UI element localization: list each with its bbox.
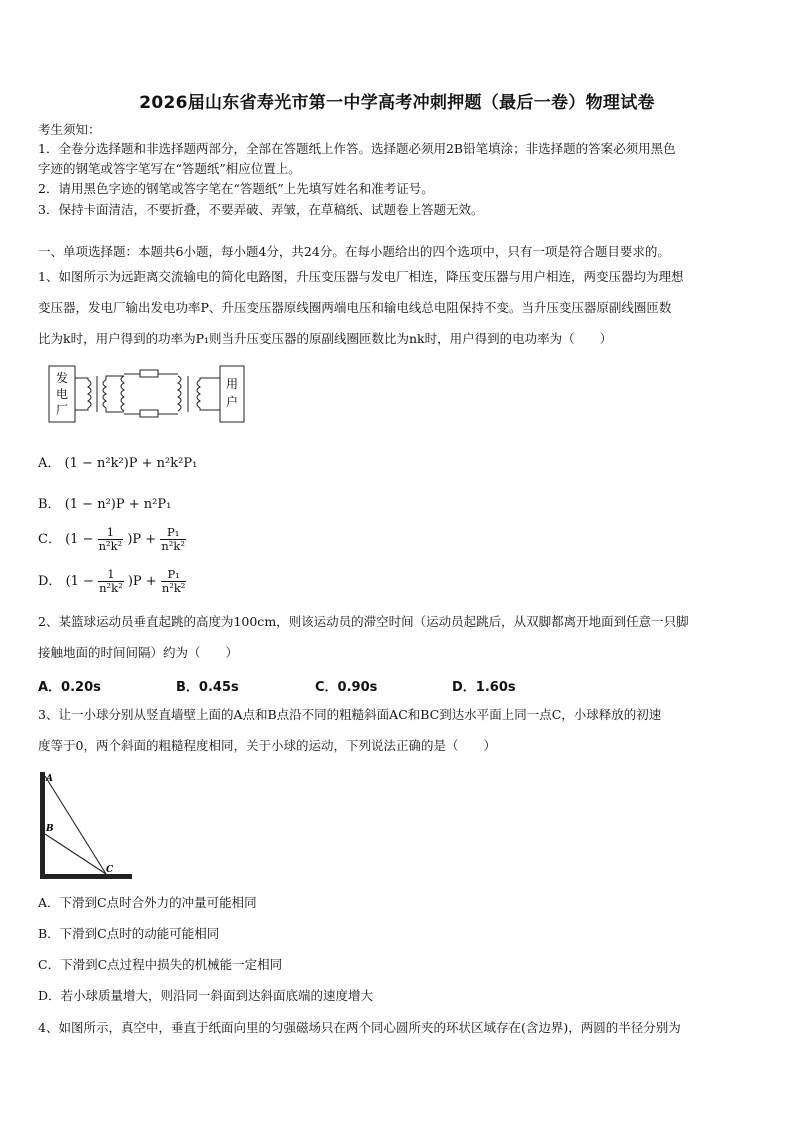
q1-option-d-label: D．	[38, 574, 62, 589]
q1-option-d[interactable]	[38, 568, 186, 595]
q1-text-line2: 变压器，发电厂输出发电功率P、升压变压器原线圈两端电压和输电线总电阻保持不变。当升压变压器原副线圈匝数	[38, 300, 672, 315]
notice-item-3: 3．保持卡面清洁，不要折叠，不要弄破、弄皱，在草稿纸、试题卷上答题无效。	[38, 202, 484, 217]
q1-option-c-pre: (1 −	[65, 532, 98, 547]
q1-box-right-char-1: 用	[225, 377, 239, 391]
q3-option-c[interactable]: C．下滑到C点过程中损失的机械能一定相同	[38, 957, 283, 972]
q2-option-d[interactable]: D．1.60s	[452, 680, 516, 695]
q1-option-b-expr: (1 − n²)P + n²P₁	[64, 497, 172, 512]
q1-option-d-frac2-den: n²k²	[161, 581, 186, 595]
q1-option-c-frac1-den: n²k²	[98, 539, 123, 553]
q1-option-d-frac1-den: n²k²	[99, 581, 123, 595]
q1-option-d-pre: (1 −	[65, 574, 99, 589]
q1-option-c-frac2-num: P₁	[160, 526, 186, 540]
q1-option-c-label: C．	[38, 532, 61, 547]
q1-option-a[interactable]	[38, 452, 197, 471]
q3-point-c-label: C	[106, 865, 114, 875]
q1-box-left-char-3: 厂	[55, 403, 69, 417]
q2-text-line1: 2、某篮球运动员垂直起跳的高度为100cm，则该运动员的滞空时间（运动员起跳后，从双脚都离开地面到任意一只脚	[38, 614, 689, 629]
q1-option-b[interactable]	[38, 493, 171, 512]
q1-box-right-char-2: 户	[225, 395, 239, 409]
q1-option-c-mid: )P +	[127, 532, 161, 547]
q2-text-line2: 接触地面的时间间隔）约为（ ）	[38, 645, 239, 660]
page-title: 2026届山东省寿光市第一中学高考冲刺押题（最后一卷）物理试卷	[139, 93, 655, 113]
q1-option-a-label: A．	[38, 456, 61, 471]
q1-text-line1: 1、如图所示为远距离交流输电的简化电路图，升压变压器与发电厂相连，降压变压器与用户相连，两变压器均为理想	[38, 269, 684, 284]
q3-incline-diagram	[38, 768, 138, 883]
q1-option-d-frac2-num: P₁	[161, 568, 187, 582]
q3-point-b-label: B	[46, 824, 54, 834]
q3-point-a-label: A	[46, 774, 53, 784]
q1-option-c-frac2-den: n²k²	[161, 539, 185, 553]
q1-box-left-char-1: 发	[55, 371, 69, 385]
notice-item-1-cont: 字迹的钢笔或答字笔写在“答题纸”相应位置上。	[38, 161, 301, 176]
q1-option-c[interactable]	[38, 526, 186, 553]
q1-option-c-frac1-num: 1	[98, 526, 124, 540]
q1-box-left-char-2: 电	[55, 387, 69, 401]
q4-text-line1: 4、如图所示，真空中，垂直于纸面向里的匀强磁场只在两个同心圆所夹的环状区域存在(含边界)，两圆的半径分别为	[38, 1020, 681, 1035]
q3-option-b[interactable]: B．下滑到C点时的动能可能相同	[38, 926, 220, 941]
q1-option-b-label: B．	[38, 497, 61, 512]
q3-option-a[interactable]: A．下滑到C点时合外力的冲量可能相同	[38, 895, 257, 910]
q1-option-d-mid: )P +	[127, 574, 161, 589]
notice-item-2: 2．请用黑色字迹的钢笔或答字笔在“答题纸”上先填写姓名和准考证号。	[38, 181, 434, 196]
q1-option-a-expr: (1 − n²k²)P + n²k²P₁	[64, 456, 198, 471]
q2-option-a[interactable]: A．0.20s	[38, 680, 101, 695]
q1-circuit-diagram	[48, 364, 248, 426]
notice-item-1: 1．全卷分选择题和非选择题两部分，全部在答题纸上作答。选择题必须用2B铅笔填涂；非选择题的答案必须用黑色	[38, 141, 676, 156]
q3-text-line1: 3、让一小球分别从竖直墙壁上面的A点和B点沿不同的粗糙斜面AC和BC到达水平面上同一点C，小球释放的初速	[38, 707, 662, 722]
notice-heading: 考生须知：	[38, 122, 101, 137]
q3-text-line2: 度等于0，两个斜面的粗糙程度相同，关于小球的运动，下列说法正确的是（ ）	[38, 738, 496, 753]
q1-option-d-frac1-num: 1	[98, 568, 124, 582]
q3-option-d[interactable]: D．若小球质量增大，则沿同一斜面到达斜面底端的速度增大	[38, 988, 374, 1003]
q1-text-line3: 比为k时，用户得到的功率为P₁则当升压变压器的原副线圈匝数比为nk时，用户得到的电功率为（ ）	[38, 331, 613, 346]
section-heading: 一、单项选择题：本题共6小题，每小题4分，共24分。在每小题给出的四个选项中，只有一项是符合题目要求的。	[38, 244, 670, 259]
q2-option-c[interactable]: C．0.90s	[315, 680, 378, 695]
q2-option-b[interactable]: B．0.45s	[176, 680, 239, 695]
